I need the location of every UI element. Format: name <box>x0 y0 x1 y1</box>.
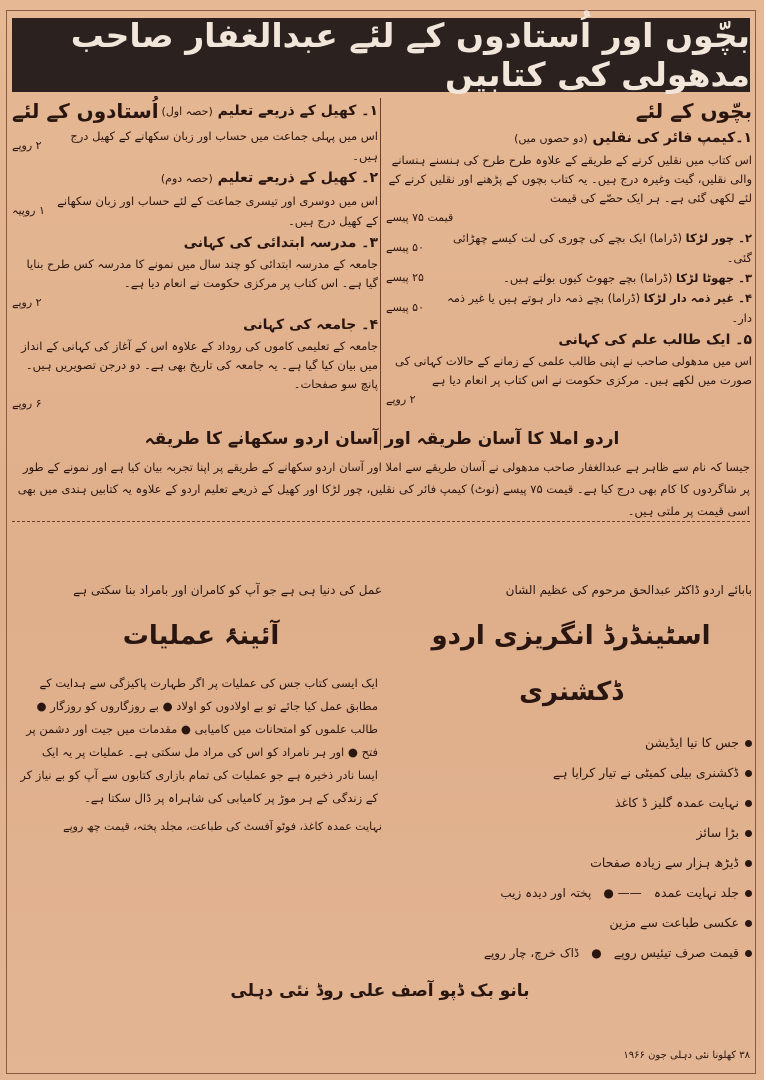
price-line <box>386 390 752 410</box>
book-price: ۲ روپے <box>12 139 42 152</box>
bullet-icon <box>745 890 752 897</box>
book-description: اس کتاب میں نقلیں کرنے کے طریقے کے علاوہ طرح طرح کی ہنسنے ہنسانے والی نقلیں، گیت وغیرہ درج ہیں۔ یہ کتاب بچوں کے پڑھنے اور نقلیں کرنے کے لئے لکھی گئی ہے۔ ہر ایک حصّے کی قیمت <box>388 153 752 205</box>
book-title: ۲۔ چور لڑکا <box>685 231 752 245</box>
book-description: جامعہ کے تعلیمی کاموں کی روداد کے علاوہ اس کے آغاز کی کہانی کے انداز میں بیان کیا گیا ہے۔ یہ جامعہ کی تاریخ بھی ہے۔ دو درجن تصویریں ہیں۔ پانچ سو صفحات۔ <box>21 339 378 391</box>
book-title: ۲۔ کھیل کے ذریعے تعلیم <box>217 170 378 186</box>
book-title: ۳۔ جھوٹا لڑکا <box>676 271 752 285</box>
book-note: (دو حصوں میں) <box>514 132 588 145</box>
book-khel-2 <box>12 166 378 191</box>
children-books-section <box>386 96 752 462</box>
bullet-icon <box>745 800 752 807</box>
book-chor-larka <box>386 228 752 268</box>
urdu-imla-text: جیسا کہ نام سے ظاہر ہے عبدالغفار صاحب مدھولی نے آسان طریقے سے املا اور آسان اردو سکھانے کے طریقے پر اپنا تجربہ بیان کیا ہے اور نمونے کے طور پر شاگردوں کا کام بھی درج کیا ہے۔ قیمت ۷۵ پیسے (نوٹ) کیمپ فائر کی نقلیں، چور لڑکا اور کھیل کے ذریعے تعلیم اردو کے علاوہ یہ کتابیں ہندی میں بھی اسی قیمت پر ملتی ہیں۔ <box>17 460 750 518</box>
book-desc-line <box>12 126 378 166</box>
book-note: (حصہ دوم) <box>160 172 213 185</box>
section-divider <box>12 521 750 523</box>
feature-item: قیمت صرف تیئیس روپے ● ڈاک خرچ، چار روپے <box>390 938 752 968</box>
book-price: ۵۰ پیسے <box>386 241 424 254</box>
book-camp-fire <box>386 126 752 151</box>
bullet-icon <box>745 830 752 837</box>
dictionary-ad <box>390 580 752 1020</box>
column-divider <box>380 98 381 450</box>
book-description: اس میں دوسری اور تیسری جماعت کے لئے حساب اور زبان سکھانے کے کھیل درج ہیں۔ <box>57 194 378 228</box>
bullet-icon <box>745 740 752 747</box>
book-price: ۲۵ پیسے <box>386 271 424 284</box>
page-footer: ۳۸ کھلونا نئی دہلی جون ۱۹۶۶ <box>623 1050 750 1061</box>
book-jhoota-larka <box>386 268 752 288</box>
dictionary-tagline: بابائے اردو ڈاکٹر عبدالحق مرحوم کی عظیم الشان <box>505 583 752 597</box>
price-line <box>386 208 752 228</box>
amaliyat-ad <box>20 580 382 1020</box>
book-price: ۶ روپے <box>12 397 42 410</box>
children-heading: بچّوں کے لئے <box>635 99 752 123</box>
feature-item: عکسی طباعت سے مزین <box>390 908 752 938</box>
amaliyat-title: آئینۂ عملیات <box>122 621 280 651</box>
banner-title: بچّوں اور اُستادوں کے لئے عبدالغفار صاحب مدھولی کی کتابیں <box>12 18 750 92</box>
book-description: اس میں پہلی جماعت میں حساب اور زبان سکھانے کے کھیل درج ہیں۔ <box>70 129 378 163</box>
amaliyat-tagline: عمل کی دنیا ہی ہے جو آپ کو کامران اور بامراد بنا سکتی ہے <box>73 583 382 597</box>
book-price: ۲ روپے <box>12 296 42 309</box>
teachers-header-row <box>12 96 378 126</box>
bullet-icon <box>745 770 752 777</box>
dictionary-features <box>390 728 752 968</box>
amaliyat-price: نہایت عمدہ کاغذ، فوٹو آفسٹ کی طباعت، مجلد پختہ، قیمت چھ روپے <box>63 820 382 833</box>
book-description: جامعہ کے مدرسہ ابتدائی کو چند سال میں نمونے کا مدرسہ کس طرح بنایا گیا ہے۔ اس کتاب پر مرکزی حکومت نے انعام دیا ہے۔ <box>26 257 378 290</box>
book-note: (ڈراما) بچے جھوٹ کیوں بولتے ہیں۔ <box>503 271 673 285</box>
price-line <box>12 394 378 414</box>
book-note: (ڈراما) بچے ذمہ دار ہوتے ہیں یا غیر ذمہ دار۔ <box>447 291 752 325</box>
amaliyat-body: ایک ایسی کتاب جس کی عملیات پر اگر طہارت پاکیزگی سے ہدایت کے مطابق عمل کیا جائے تو بے اولادوں کو اولاد ● بے روزگاروں کو روزگار ● طالب علموں کو امتحانات میں کامیابی ● مقدمات میں جیت اور دشمن پر فتح ● اور ہر نامراد کو اس کی مراد مل سکتی ہے۔ عملیات پر یہ ایک ایسا نادر ذخیرہ ہے جو عملیات کی تمام بازاری کتابوں سے آپ کو بے نیاز کر کے زندگی کے ہر موڑ پر کامیابی کی شاہراہ پر ڈال سکتا ہے۔ <box>20 676 378 805</box>
book-talib-ilm-title: ۵۔ ایک طالب علم کی کہانی <box>558 332 752 348</box>
feature-item: جلد نہایت عمدہ —— ● پختہ اور دیدہ زیب <box>390 878 752 908</box>
price-line <box>12 293 378 313</box>
feature-item: ڈکشنری بیلی کمیٹی نے تیار کرایا ہے <box>390 758 752 788</box>
book-price: ۵۰ پیسے <box>386 301 424 314</box>
urdu-imla-title: اردو املا کا آسان طریقہ اور آسان اردو سکھانے کا طریقہ <box>144 429 620 449</box>
publisher-address: بانو بک ڈپو آصف علی روڈ نئی دہلی <box>230 981 530 1001</box>
feature-item: ڈیڑھ ہزار سے زیادہ صفحات <box>390 848 752 878</box>
book-title: ۴۔ جامعہ کی کہانی <box>243 317 378 333</box>
bullet-icon <box>745 950 752 957</box>
bullet-icon <box>745 920 752 927</box>
postage-note: ڈاک خرچ، چار روپے <box>483 946 580 960</box>
dictionary-title: اسٹینڈرڈ انگریزی اردو ڈکشنری <box>431 621 711 707</box>
book-price: ۱ روپیہ <box>12 204 45 217</box>
book-description: اس میں مدھولی صاحب نے اپنی طالب علمی کے زمانے کے حالات کہانی کی صورت میں لکھے ہیں۔ مرکزی حکومت نے اس کتاب پر انعام دیا ہے <box>395 354 752 387</box>
book-ghair-zimmedar <box>386 288 752 328</box>
book-title: ۱۔ کھیل کے ذریعے تعلیم <box>217 102 378 119</box>
book-price: قیمت ۷۵ پیسے <box>386 211 454 224</box>
book-title: ۴۔ غیر ذمہ دار لڑکا <box>643 291 752 305</box>
teachers-books-section <box>12 96 378 462</box>
feature-item: بڑا سائز <box>390 818 752 848</box>
book-desc-line <box>12 191 378 231</box>
book-note: (حصہ اول) <box>161 104 213 118</box>
feature-item: نہایت عمدہ گلیز ڈ کاغذ <box>390 788 752 818</box>
bullet-icon <box>745 860 752 867</box>
book-title: ۳۔ مدرسہ ابتدائی کی کہانی <box>183 235 378 251</box>
book-price: ۲ روپے <box>386 393 416 406</box>
feature-item: جس کا نیا ایڈیشن <box>390 728 752 758</box>
binding-note: پختہ اور دیدہ زیب <box>500 886 592 900</box>
book-title: ۱۔کیمپ فائر کی نقلیں <box>592 130 752 146</box>
book-note: (ڈراما) ایک بچے کی چوری کی لت کیسے چھڑائی گئی۔ <box>452 231 752 265</box>
teachers-heading: اُستادوں کے لئے <box>12 99 159 123</box>
